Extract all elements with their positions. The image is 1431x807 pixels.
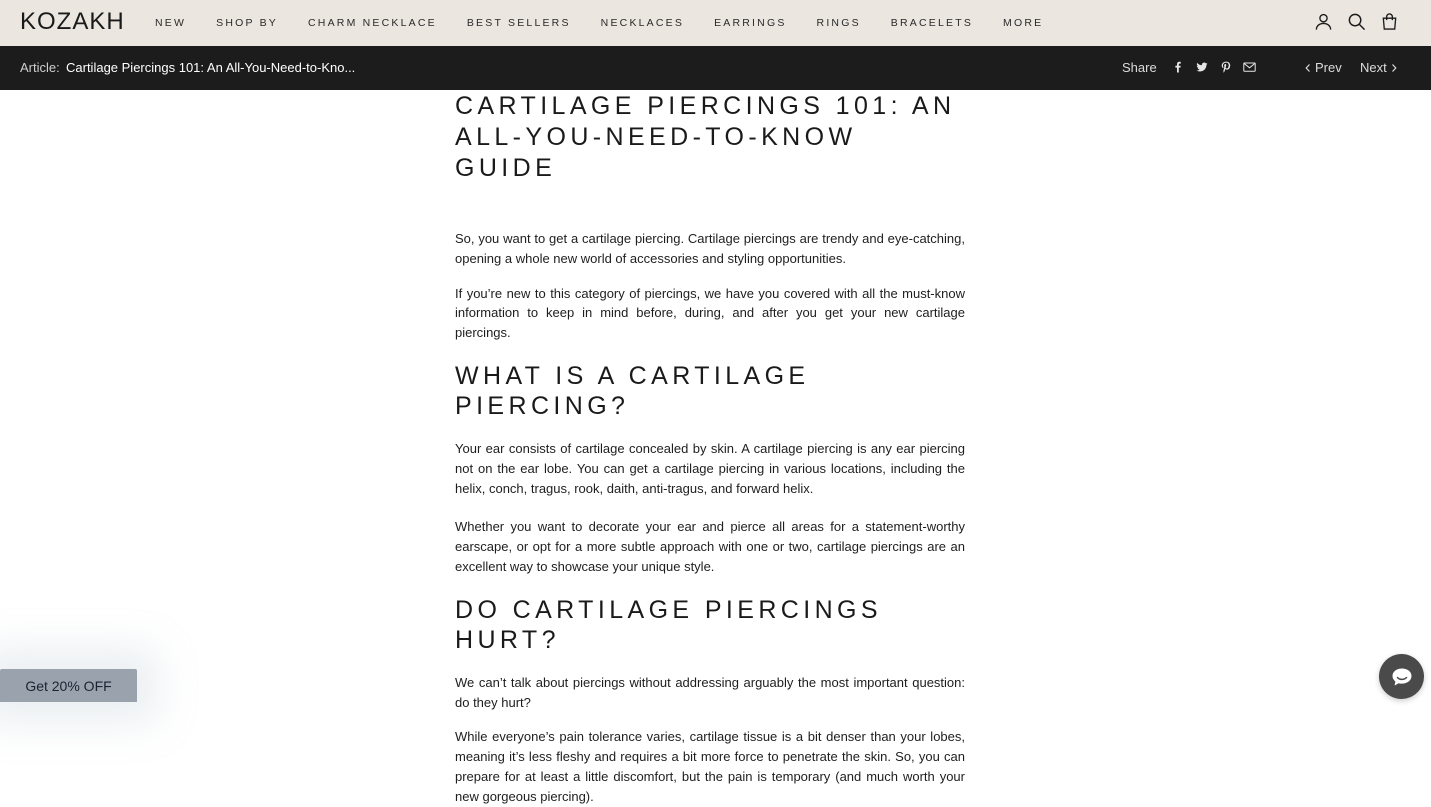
prev-article-link[interactable]	[1304, 60, 1342, 75]
share-label: Share	[1122, 60, 1157, 75]
article-title-line-1: CARTILAGE PIERCINGS 101: AN	[455, 92, 956, 120]
article-prefix-label: Article:	[20, 60, 60, 75]
prev-label: Prev	[1315, 60, 1342, 75]
heading-what-is-cartilage-piercing: WHAT IS A CARTILAGE PIERCING?	[455, 361, 810, 420]
intro-paragraph-2: If you’re new to this category of piercings, we have you covered with all the must-know information to keep in mind before, during, and after you get your new cartilage piercings.	[455, 285, 965, 341]
article-toolbar	[0, 46, 1431, 90]
pinterest-icon[interactable]	[1220, 61, 1232, 73]
search-icon[interactable]	[1347, 12, 1366, 31]
next-label: Next	[1360, 60, 1387, 75]
account-icon[interactable]	[1314, 12, 1333, 31]
chevron-right-icon	[1390, 63, 1398, 73]
hurt-paragraph-2: While everyone’s pain tolerance varies, cartilage tissue is a bit denser than your lobes, meaning it’s less fleshy and requires a bit more force to penetrate the skin. So, you can prepare for at least a little discomfort, but the pain is temporary (and much worth your new gorgeous piercing).	[455, 729, 965, 804]
twitter-icon[interactable]	[1196, 61, 1208, 73]
hurt-paragraph-1: We can’t talk about piercings without addressing arguably the most important question: do they hurt?	[455, 674, 965, 710]
menu-item-new[interactable]: NEW	[155, 17, 187, 29]
menu-item-necklaces[interactable]: NECKLACES	[600, 17, 685, 29]
top-navigation	[0, 0, 1431, 46]
chat-icon	[1391, 667, 1413, 687]
intro-paragraph-1: So, you want to get a cartilage piercing. Cartilage piercings are trendy and eye-catching, opening a whole new world of accessories and styling opportunities.	[455, 231, 965, 266]
chat-launcher-button[interactable]	[1379, 654, 1424, 699]
article-content	[455, 90, 965, 807]
menu-item-earrings[interactable]: EARRINGS	[714, 17, 787, 29]
article-title	[455, 91, 965, 184]
next-article-link[interactable]	[1360, 60, 1398, 75]
email-icon[interactable]	[1243, 61, 1256, 73]
menu-item-rings[interactable]: RINGS	[816, 17, 861, 29]
facebook-icon[interactable]	[1172, 61, 1184, 73]
menu-item-best-sellers[interactable]: BEST SELLERS	[466, 17, 571, 29]
what-paragraph-2: Whether you want to decorate your ear and pierce all areas for a statement-worthy earscape, or opt for a more subtle approach with one or two, cartilage piercings are an excellent way to showcase your unique style.	[455, 519, 965, 574]
heading-do-cartilage-piercings-hurt: DO CARTILAGE PIERCINGS HURT?	[455, 595, 882, 654]
discount-promo-button[interactable]: Get 20% OFF	[0, 669, 137, 702]
brand-logo[interactable]: KOZAKH	[20, 8, 125, 35]
what-paragraph-1: Your ear consists of cartilage concealed by skin. A cartilage piercing is any ear piercing not on the ear lobe. You can get a cartilage piercing in various locations, including the helix, conch, tragus, rook, daith, anti-tragus, and forward helix.	[455, 440, 965, 496]
chevron-left-icon	[1304, 63, 1312, 73]
menu-item-more[interactable]: MORE	[1003, 17, 1044, 29]
article-bar-title: Cartilage Piercings 101: An All-You-Need-to-Kno...	[66, 60, 356, 75]
menu-item-shop-by[interactable]: SHOP BY	[216, 17, 279, 29]
bag-icon[interactable]	[1380, 12, 1399, 31]
menu-item-bracelets[interactable]: BRACELETS	[890, 17, 974, 29]
article-title-line-2: ALL-YOU-NEED-TO-KNOW GUIDE	[455, 123, 857, 182]
menu-item-charm-necklace[interactable]: CHARM NECKLACE	[308, 17, 437, 29]
main-menu	[155, 0, 1073, 46]
header-actions	[1314, 12, 1399, 31]
